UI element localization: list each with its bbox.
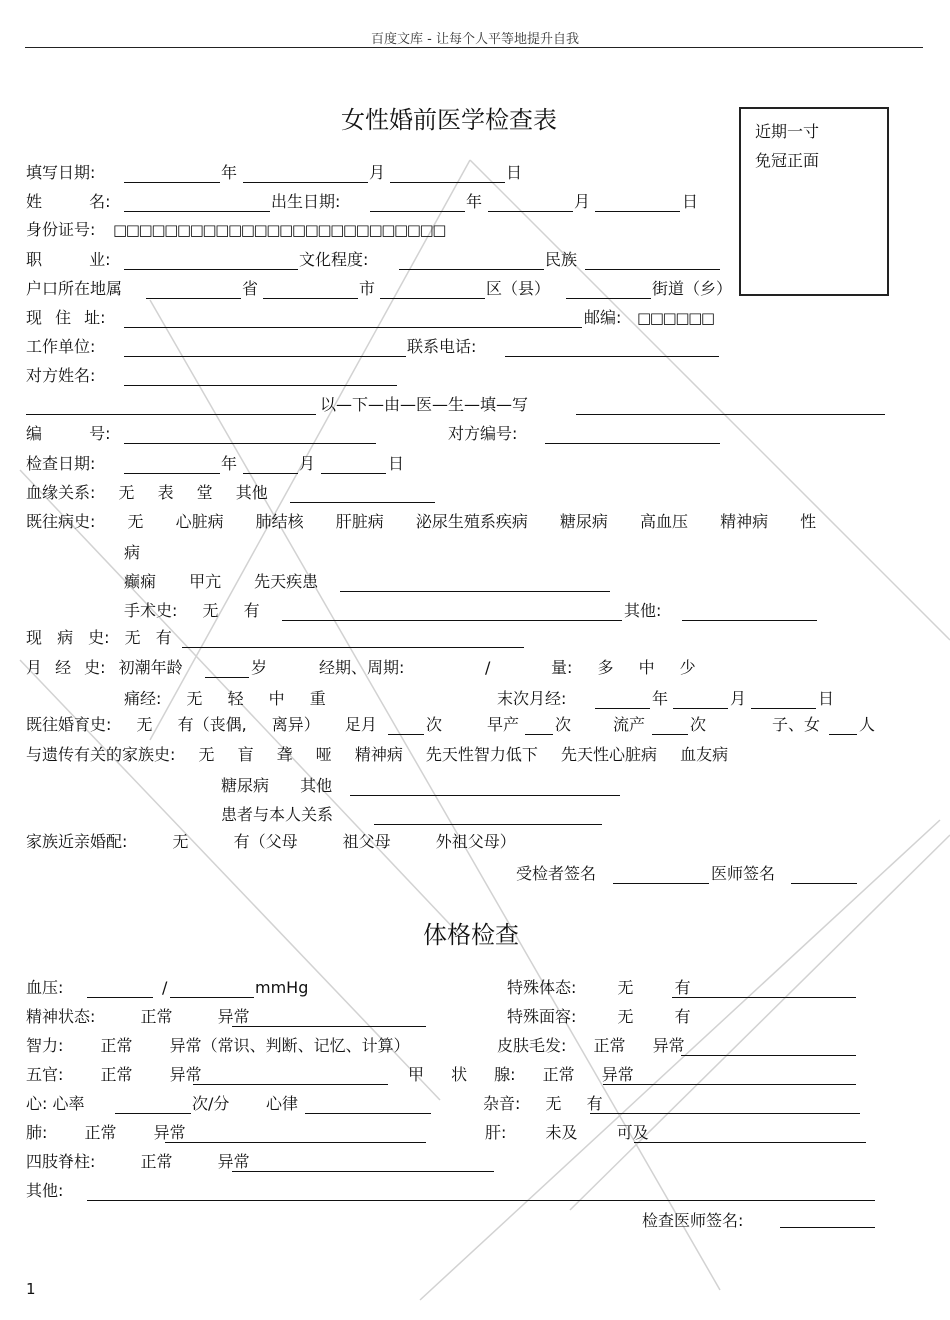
consanguinity-other-field[interactable]: [290, 502, 435, 503]
phone-field[interactable]: [505, 356, 719, 357]
per-min-label: 次/分: [192, 1094, 230, 1113]
bp-systolic-field[interactable]: [87, 997, 153, 998]
skin-hair-label: 皮肤毛发: 正常 异常: [497, 1036, 685, 1055]
household-label: 户口所在地属: [26, 279, 123, 298]
day-label: 日: [506, 163, 523, 182]
employer-field[interactable]: [124, 356, 406, 357]
mental-label: 精神状态: 正常 异常: [26, 1007, 250, 1026]
intelligence-label: 智力: 正常 异常（常识、判断、记忆、计算）: [26, 1036, 410, 1055]
exam-day-field[interactable]: [321, 473, 386, 474]
thyroid-field[interactable]: [603, 1084, 856, 1085]
day-label: 日: [818, 689, 835, 708]
district-field[interactable]: [380, 298, 485, 299]
exam-year-field[interactable]: [124, 473, 220, 474]
past-history-wrap: 病: [124, 543, 141, 562]
family-consanguinity-label: 家族近亲婚配: 无 有（父母 祖父母 外祖父母）: [26, 832, 516, 851]
id-number-boxes[interactable]: □□□□□□□□□□□□□□□□□□□□□□□□□□: [113, 221, 446, 239]
divider-left: [26, 414, 316, 415]
month-label: 月: [369, 163, 386, 182]
fill-date-year-field[interactable]: [124, 182, 220, 183]
day-label: 日: [682, 192, 699, 211]
congenital-field[interactable]: [340, 591, 610, 592]
last-menses-month-field[interactable]: [673, 708, 728, 709]
education-label: 文化程度:: [299, 250, 369, 269]
relation-label: 患者与本人关系: [221, 805, 334, 824]
dysmenorrhea-label: 痛经: 无 轻 中 重: [124, 689, 326, 708]
doctor-fill-heading: 以—下—由—医—生—填—写: [320, 395, 529, 414]
partner-name-label: 对方姓名:: [26, 366, 96, 385]
address-field[interactable]: [124, 327, 582, 328]
birth-day-field[interactable]: [595, 211, 680, 212]
year-label: 年: [466, 192, 483, 211]
rhythm-field[interactable]: [305, 1113, 431, 1114]
physical-exam-title: 体格检查: [423, 921, 519, 949]
birth-date-label: 出生日期:: [271, 192, 341, 211]
serial-no-field[interactable]: [124, 443, 376, 444]
heart-rate-field[interactable]: [115, 1113, 191, 1114]
partner-no-field[interactable]: [545, 443, 720, 444]
photo-box: [739, 107, 889, 296]
cycle-slash: /: [485, 658, 491, 677]
family-history-label: 与遗传有关的家族史: 无 盲 聋 哑 精神病 先天性智力低下 先天性心脏病 血友病: [26, 745, 729, 764]
fill-date-month-field[interactable]: [243, 182, 368, 183]
children-label: 子、女: [772, 715, 821, 734]
limbs-field[interactable]: [232, 1171, 494, 1172]
ethnicity-label: 民族: [545, 250, 578, 269]
birth-month-field[interactable]: [488, 211, 573, 212]
last-menses-year-field[interactable]: [595, 708, 650, 709]
surgery-field[interactable]: [282, 620, 622, 621]
occupation-field[interactable]: [124, 269, 298, 270]
doctor-sign-label: 医师签名: [711, 864, 776, 883]
examinee-sign-label: 受检者签名: [516, 864, 597, 883]
liver-label: 肝: 未及 可及: [485, 1123, 649, 1142]
postcode-boxes[interactable]: □□□□□□: [637, 309, 714, 327]
family-other-field[interactable]: [350, 795, 620, 796]
bp-label: 血压:: [26, 978, 64, 997]
district-label: 区（县）: [486, 279, 551, 298]
premature-label: 早产: [487, 715, 520, 734]
page-header: 百度文库 - 让每个人平等地提升自我: [371, 32, 579, 47]
fullterm-field[interactable]: [388, 734, 424, 735]
bp-slash: /: [162, 978, 168, 997]
special-posture-label: 特殊体态: 无 有: [507, 978, 691, 997]
divider-right: [576, 414, 885, 415]
month-label: 月: [299, 454, 316, 473]
photo-box-line2: 免冠正面: [755, 151, 820, 170]
times-label: 次: [690, 715, 707, 734]
murmur-field[interactable]: [590, 1113, 860, 1114]
facial-features-label: 五官: 正常 异常: [26, 1065, 202, 1084]
thyroid-label: 甲 状 腺: 正常 异常: [408, 1065, 634, 1084]
liver-field[interactable]: [634, 1142, 866, 1143]
past-history-label: 既往病史: 无 心脏病 肺结核 肝脏病 泌尿生殖系疾病 糖尿病 高血压 精神病 性: [26, 512, 817, 531]
murmur-label: 杂音: 无 有: [483, 1094, 603, 1113]
fill-date-label: 填写日期:: [26, 163, 96, 182]
education-field[interactable]: [399, 269, 544, 270]
times-label: 次: [555, 715, 572, 734]
lung-field[interactable]: [165, 1142, 426, 1143]
exam-doctor-sign-label: 检查医师签名:: [642, 1211, 744, 1230]
city-field[interactable]: [263, 298, 358, 299]
others-field[interactable]: [87, 1200, 875, 1201]
employer-label: 工作单位:: [26, 337, 96, 356]
other-field[interactable]: [682, 620, 817, 621]
last-menses-day-field[interactable]: [751, 708, 816, 709]
form-title: 女性婚前医学检查表: [341, 106, 557, 134]
premature-field[interactable]: [525, 734, 553, 735]
past-history-more: 癫痫 甲亢 先天疾患: [124, 572, 319, 591]
year-label: 年: [652, 689, 669, 708]
photo-box-line1: 近期一寸: [755, 122, 820, 141]
exam-date-label: 检查日期:: [26, 454, 96, 473]
postcode-label: 邮编:: [584, 308, 622, 327]
present-history-field[interactable]: [182, 647, 524, 648]
times-label: 次: [426, 715, 443, 734]
person-unit-label: 人: [859, 715, 876, 734]
year-label: 年: [221, 163, 238, 182]
fill-date-day-field[interactable]: [390, 182, 505, 183]
partner-name-field[interactable]: [124, 385, 397, 386]
present-history-label: 现 病 史: 无 有: [26, 628, 172, 647]
skin-hair-field[interactable]: [681, 1055, 856, 1056]
children-field[interactable]: [829, 734, 857, 735]
day-label: 日: [388, 454, 405, 473]
consanguinity-label: 血缘关系: 无 表 堂 其他: [26, 483, 268, 502]
phone-label: 联系电话:: [407, 337, 477, 356]
year-label: 年: [221, 454, 238, 473]
rhythm-label: 心律: [266, 1094, 299, 1113]
age-label: 岁: [251, 658, 268, 677]
month-label: 月: [730, 689, 747, 708]
relation-field[interactable]: [374, 824, 602, 825]
name-field[interactable]: [124, 211, 270, 212]
province-label: 省: [242, 279, 259, 298]
occupation-label: 职 业:: [26, 250, 111, 269]
menarche-age-field[interactable]: [205, 677, 249, 678]
month-label: 月: [574, 192, 591, 211]
street-field[interactable]: [566, 298, 651, 299]
others-label: 其他:: [26, 1181, 64, 1200]
marriage-history-label: 既往婚育史: 无 有（丧偶, 离异） 足月: [26, 715, 377, 734]
menses-label: 月 经 史: 初潮年龄: [26, 658, 183, 677]
name-label: 姓 名:: [26, 192, 111, 211]
id-number-label: 身份证号:: [26, 220, 96, 239]
doctor-sign-field[interactable]: [791, 883, 857, 884]
limbs-label: 四肢脊柱: 正常 异常: [26, 1152, 250, 1171]
surgery-label: 手术史: 无 有: [124, 601, 260, 620]
amount-label: 量: 多 中 少: [551, 658, 696, 677]
last-menses-label: 末次月经:: [497, 689, 567, 708]
city-label: 市: [359, 279, 376, 298]
cycle-label: 经期、周期:: [319, 658, 405, 677]
heart-rate-label: 心: 心率: [26, 1094, 85, 1113]
serial-no-label: 编 号:: [26, 424, 111, 443]
facial-features-field[interactable]: [193, 1084, 388, 1085]
other-label: 其他:: [624, 601, 662, 620]
province-field[interactable]: [146, 298, 241, 299]
abortion-label: 流产: [613, 715, 646, 734]
header-rule: [25, 47, 923, 48]
abortion-field[interactable]: [652, 734, 688, 735]
page-number: 1: [26, 1280, 36, 1298]
exam-month-field[interactable]: [243, 473, 298, 474]
birth-year-field[interactable]: [370, 211, 465, 212]
partner-no-label: 对方编号:: [448, 424, 518, 443]
examinee-sign-field[interactable]: [613, 883, 709, 884]
lung-label: 肺: 正常 异常: [26, 1123, 186, 1142]
special-face-label: 特殊面容: 无 有: [507, 1007, 691, 1026]
family-history-more: 糖尿病 其他: [221, 776, 333, 795]
street-label: 街道（乡）: [652, 279, 733, 298]
exam-doctor-sign-field[interactable]: [780, 1227, 875, 1228]
special-posture-field[interactable]: [672, 997, 856, 998]
bp-diastolic-field[interactable]: [170, 997, 254, 998]
ethnicity-field[interactable]: [585, 269, 720, 270]
address-label: 现 住 址:: [26, 308, 106, 327]
mmhg-label: mmHg: [255, 978, 309, 997]
mental-field[interactable]: [232, 1026, 426, 1027]
